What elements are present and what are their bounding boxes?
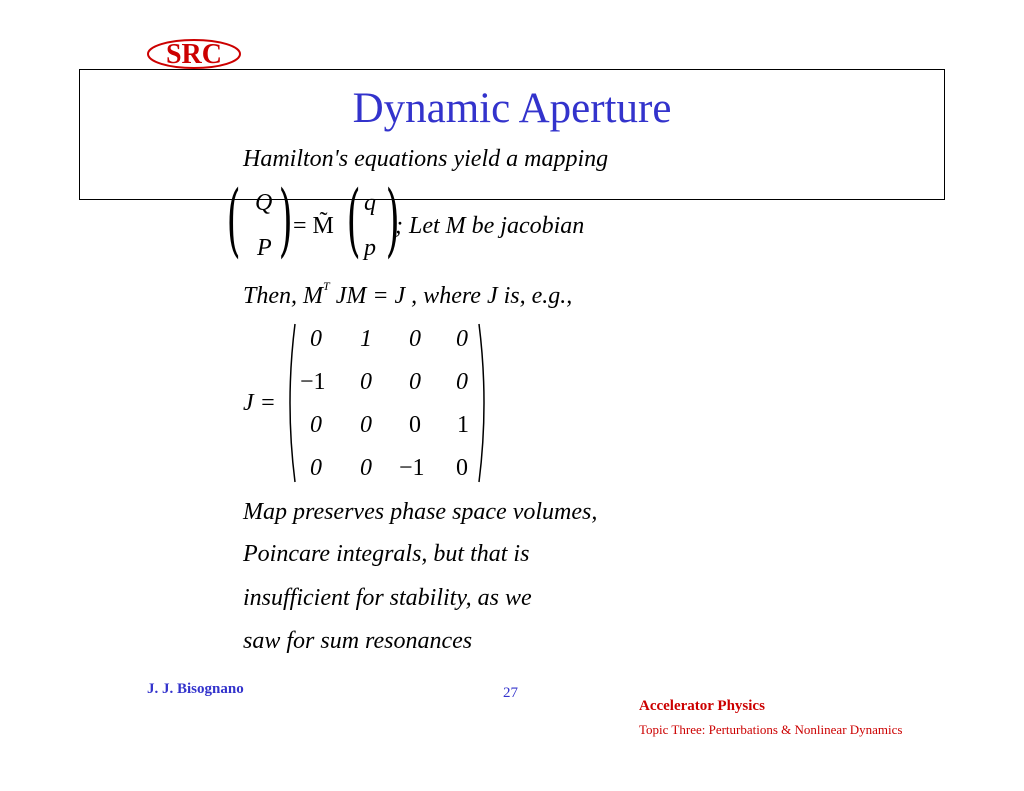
text-line: insufficient for stability, as we	[243, 585, 532, 611]
j-cell-1-0: −1	[300, 369, 326, 395]
rhs-bottom: p	[364, 235, 376, 261]
j-cell-2-0: 0	[310, 412, 322, 438]
j-cell-3-3: 0	[456, 455, 468, 481]
then-sup: T	[323, 279, 330, 293]
map-suffix: ; Let M be jacobian	[395, 213, 585, 239]
title-box	[79, 69, 945, 200]
rhs-right-paren: )	[385, 173, 400, 266]
j-cell-0-2: 0	[409, 326, 421, 352]
page-number: 27	[503, 685, 518, 701]
j-cell-3-1: 0	[360, 455, 372, 481]
slide-title: Dynamic Aperture	[352, 85, 672, 132]
then-suffix: JM = J , where J is, e.g.,	[335, 283, 573, 309]
j-cell-2-3: 1	[457, 412, 469, 438]
j-cell-1-3: 0	[456, 369, 468, 395]
j-cell-3-0: 0	[310, 455, 322, 481]
lhs-bottom: P	[257, 235, 272, 261]
then-line	[243, 279, 573, 310]
j-cell-2-1: 0	[360, 412, 372, 438]
text-line: Map preserves phase space volumes,	[243, 499, 598, 525]
j-cell-0-0: 0	[310, 326, 322, 352]
j-cell-0-3: 0	[456, 326, 468, 352]
j-cell-1-2: 0	[409, 369, 421, 395]
footer-topic: Topic Three: Perturbations & Nonlinear Dynamics	[639, 722, 903, 737]
j-cell-1-1: 0	[360, 369, 372, 395]
then-prefix: Then, M	[243, 283, 323, 309]
src-logo-graphic	[146, 36, 242, 72]
lhs-left-paren: (	[226, 173, 241, 266]
footer-author: J. J. Bisognano	[147, 681, 244, 697]
j-cell-3-2: −1	[399, 455, 425, 481]
hamilton-line: Hamilton's equations yield a mapping	[243, 146, 609, 172]
footer-course: Accelerator Physics	[639, 698, 765, 714]
j-cell-0-1: 1	[360, 326, 372, 352]
logo-text: SRC	[165, 39, 223, 70]
lhs-right-paren: )	[278, 173, 293, 266]
lhs-top: Q	[255, 190, 273, 216]
text-line: saw for sum resonances	[243, 628, 473, 654]
j-cell-2-2: 0	[409, 412, 421, 438]
rhs-top: q	[364, 190, 376, 216]
map-operator: = M̃	[293, 213, 334, 239]
rhs-left-paren: (	[346, 173, 361, 266]
text-line: Poincare integrals, but that is	[243, 541, 530, 567]
j-label: J =	[243, 390, 276, 416]
src-logo	[146, 36, 242, 72]
